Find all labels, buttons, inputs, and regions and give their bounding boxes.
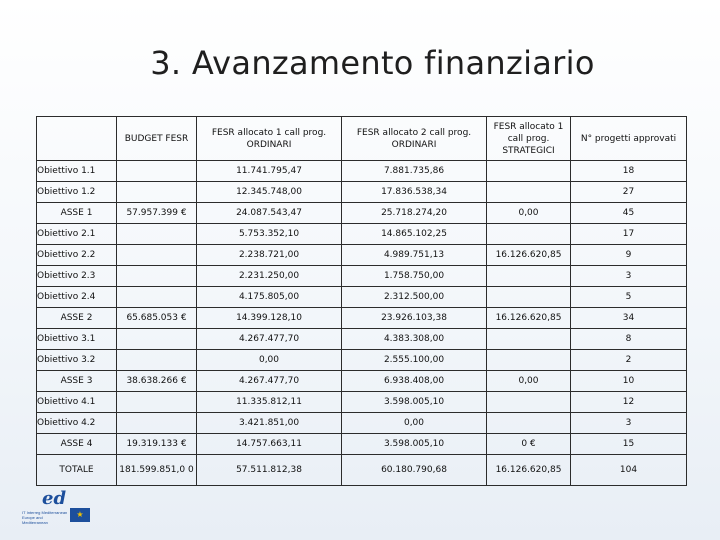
strategici-cell: 16.126.620,85 bbox=[487, 308, 571, 329]
financial-progress-table bbox=[36, 116, 687, 486]
strategici-cell bbox=[487, 413, 571, 434]
logo-subtitle: IT Interreg Mediterranean Europe and Mediterranean bbox=[22, 510, 68, 525]
call2-cell: 1.758.750,00 bbox=[342, 266, 487, 287]
call2-cell: 2.312.500,00 bbox=[342, 287, 487, 308]
header-progetti-approvati: N° progetti approvati bbox=[571, 117, 687, 161]
row-label: Obiettivo 2.3 bbox=[37, 266, 117, 287]
table-row bbox=[37, 413, 687, 434]
budget-cell bbox=[117, 350, 197, 371]
strategici-cell bbox=[487, 266, 571, 287]
table-row bbox=[37, 308, 687, 329]
strategici-cell bbox=[487, 224, 571, 245]
strategici-cell: 0 € bbox=[487, 434, 571, 455]
strategici-cell: 0,00 bbox=[487, 371, 571, 392]
call1-cell: 4.267.477,70 bbox=[197, 329, 342, 350]
call2-cell: 3.598.005,10 bbox=[342, 434, 487, 455]
budget-cell bbox=[117, 329, 197, 350]
call1-cell: 14.757.663,11 bbox=[197, 434, 342, 455]
call2-cell: 60.180.790,68 bbox=[342, 455, 487, 486]
strategici-cell bbox=[487, 161, 571, 182]
call1-cell: 5.753.352,10 bbox=[197, 224, 342, 245]
row-label: Obiettivo 4.2 bbox=[37, 413, 117, 434]
strategici-cell bbox=[487, 392, 571, 413]
call2-cell: 17.836.538,34 bbox=[342, 182, 487, 203]
projects-count-cell: 27 bbox=[571, 182, 687, 203]
row-label: Obiettivo 2.2 bbox=[37, 245, 117, 266]
budget-cell bbox=[117, 287, 197, 308]
strategici-cell: 16.126.620,85 bbox=[487, 245, 571, 266]
budget-cell: 38.638.266 € bbox=[117, 371, 197, 392]
budget-cell bbox=[117, 245, 197, 266]
row-label: ASSE 4 bbox=[37, 434, 117, 455]
strategici-cell: 0,00 bbox=[487, 203, 571, 224]
table-row bbox=[37, 434, 687, 455]
budget-cell: 57.957.399 € bbox=[117, 203, 197, 224]
projects-count-cell: 17 bbox=[571, 224, 687, 245]
projects-count-cell: 15 bbox=[571, 434, 687, 455]
row-label: Obiettivo 2.4 bbox=[37, 287, 117, 308]
projects-count-cell: 18 bbox=[571, 161, 687, 182]
budget-cell bbox=[117, 161, 197, 182]
projects-count-cell: 3 bbox=[571, 266, 687, 287]
call2-cell: 2.555.100,00 bbox=[342, 350, 487, 371]
med-programme-logo bbox=[22, 488, 92, 528]
row-label: TOTALE bbox=[37, 455, 117, 486]
header-budget: BUDGET FESR bbox=[117, 117, 197, 161]
call2-cell: 6.938.408,00 bbox=[342, 371, 487, 392]
table-header-row bbox=[37, 117, 687, 161]
call1-cell: 3.421.851,00 bbox=[197, 413, 342, 434]
budget-cell bbox=[117, 413, 197, 434]
table-row bbox=[37, 329, 687, 350]
table-row bbox=[37, 371, 687, 392]
header-call1-ordinari: FESR allocato 1 call prog. ORDINARI bbox=[197, 117, 342, 161]
projects-count-cell: 45 bbox=[571, 203, 687, 224]
call2-cell: 3.598.005,10 bbox=[342, 392, 487, 413]
call1-cell: 0,00 bbox=[197, 350, 342, 371]
call2-cell: 0,00 bbox=[342, 413, 487, 434]
call2-cell: 25.718.274,20 bbox=[342, 203, 487, 224]
header-call2-ordinari: FESR allocato 2 call prog. ORDINARI bbox=[342, 117, 487, 161]
strategici-cell bbox=[487, 287, 571, 308]
call2-cell: 4.383.308,00 bbox=[342, 329, 487, 350]
strategici-cell bbox=[487, 350, 571, 371]
projects-count-cell: 104 bbox=[571, 455, 687, 486]
projects-count-cell: 5 bbox=[571, 287, 687, 308]
strategici-cell bbox=[487, 182, 571, 203]
row-label: Obiettivo 3.2 bbox=[37, 350, 117, 371]
slide-title: 3. Avanzamento finanziario bbox=[150, 44, 595, 82]
call1-cell: 14.399.128,10 bbox=[197, 308, 342, 329]
call1-cell: 4.175.805,00 bbox=[197, 287, 342, 308]
table-row bbox=[37, 350, 687, 371]
row-label: ASSE 1 bbox=[37, 203, 117, 224]
row-label: Obiettivo 1.1 bbox=[37, 161, 117, 182]
table-row bbox=[37, 245, 687, 266]
call2-cell: 23.926.103,38 bbox=[342, 308, 487, 329]
call1-cell: 11.741.795,47 bbox=[197, 161, 342, 182]
strategici-cell bbox=[487, 329, 571, 350]
call1-cell: 57.511.812,38 bbox=[197, 455, 342, 486]
eu-flag-icon: ★ bbox=[70, 508, 90, 522]
call2-cell: 14.865.102,25 bbox=[342, 224, 487, 245]
budget-cell bbox=[117, 224, 197, 245]
call1-cell: 2.231.250,00 bbox=[197, 266, 342, 287]
row-label: ASSE 3 bbox=[37, 371, 117, 392]
projects-count-cell: 8 bbox=[571, 329, 687, 350]
strategici-cell: 16.126.620,85 bbox=[487, 455, 571, 486]
call2-cell: 7.881.735,86 bbox=[342, 161, 487, 182]
table-row bbox=[37, 455, 687, 486]
table-row bbox=[37, 287, 687, 308]
table-row bbox=[37, 224, 687, 245]
table-row bbox=[37, 203, 687, 224]
budget-cell: 65.685.053 € bbox=[117, 308, 197, 329]
call1-cell: 4.267.477,70 bbox=[197, 371, 342, 392]
projects-count-cell: 9 bbox=[571, 245, 687, 266]
call1-cell: 12.345.748,00 bbox=[197, 182, 342, 203]
projects-count-cell: 10 bbox=[571, 371, 687, 392]
budget-cell: 181.599.851,0 0 bbox=[117, 455, 197, 486]
budget-cell bbox=[117, 182, 197, 203]
header-call1-strategici: FESR allocato 1 call prog. STRATEGICI bbox=[487, 117, 571, 161]
row-label: ASSE 2 bbox=[37, 308, 117, 329]
table-row bbox=[37, 266, 687, 287]
projects-count-cell: 34 bbox=[571, 308, 687, 329]
row-label: Obiettivo 3.1 bbox=[37, 329, 117, 350]
call2-cell: 4.989.751,13 bbox=[342, 245, 487, 266]
budget-cell bbox=[117, 266, 197, 287]
table-row bbox=[37, 161, 687, 182]
row-label: Obiettivo 1.2 bbox=[37, 182, 117, 203]
projects-count-cell: 12 bbox=[571, 392, 687, 413]
table-row bbox=[37, 182, 687, 203]
call1-cell: 2.238.721,00 bbox=[197, 245, 342, 266]
projects-count-cell: 3 bbox=[571, 413, 687, 434]
call1-cell: 11.335.812,11 bbox=[197, 392, 342, 413]
row-label: Obiettivo 4.1 bbox=[37, 392, 117, 413]
logo-wordmark: ed bbox=[42, 488, 67, 509]
budget-cell bbox=[117, 392, 197, 413]
projects-count-cell: 2 bbox=[571, 350, 687, 371]
call1-cell: 24.087.543,47 bbox=[197, 203, 342, 224]
budget-cell: 19.319.133 € bbox=[117, 434, 197, 455]
table-row bbox=[37, 392, 687, 413]
header-empty-cell bbox=[37, 117, 117, 161]
row-label: Obiettivo 2.1 bbox=[37, 224, 117, 245]
